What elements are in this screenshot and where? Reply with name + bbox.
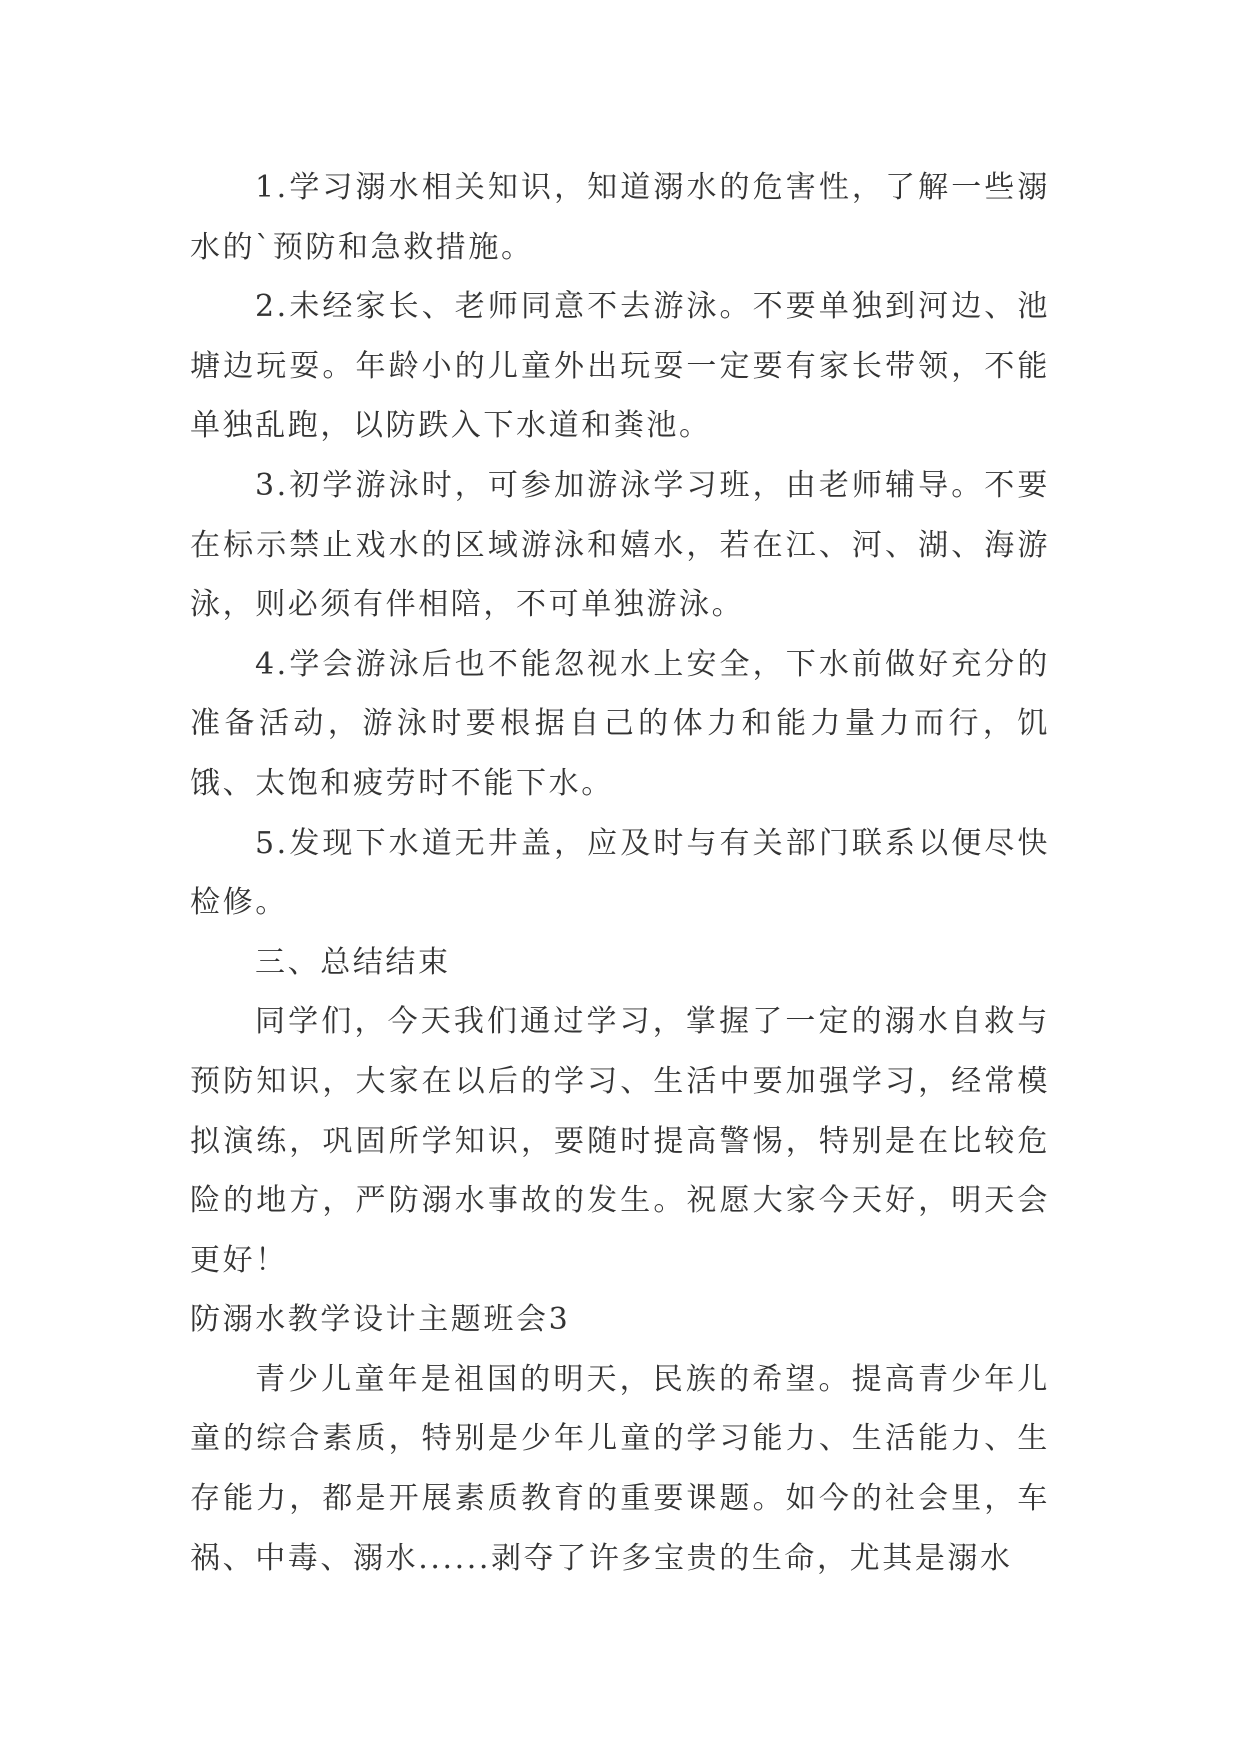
- paragraph-item-1: 1.学习溺水相关知识，知道溺水的危害性，了解一些溺水的`预防和急救措施。: [190, 170, 1050, 265]
- paragraph-intro: 青少儿童年是祖国的明天，民族的希望。提高青少年儿童的综合素质，特别是少年儿童的学习能力、生活能力、生存能力，都是开展素质教育的重要课题。如今的社会里，车祸、中毒、溺水......剥夺了许多宝贵的生命，尤其是溺水: [190, 1361, 1050, 1576]
- document-body: [190, 158, 1050, 1588]
- paragraph-summary: 同学们，今天我们通过学习，掌握了一定的溺水自救与预防知识，大家在以后的学习、生活中要加强学习，经常模拟演练，巩固所学知识，要随时提高警惕，特别是在比较危险的地方，严防溺水事故的发生。祝愿大家今天好，明天会更好！: [190, 1004, 1050, 1278]
- paragraph-item-3: 3.初学游泳时，可参加游泳学习班，由老师辅导。不要在标示禁止戏水的区域游泳和嬉水，若在江、河、湖、海游泳，则必须有伴相陪，不可单独游泳。: [190, 467, 1050, 623]
- section-heading-summary: 三、总结结束: [255, 944, 451, 980]
- paragraph-item-2: 2.未经家长、老师同意不去游泳。不要单独到河边、池塘边玩耍。年龄小的儿童外出玩耍一定要有家长带领，不能单独乱跑，以防跌入下水道和粪池。: [190, 289, 1050, 444]
- paragraph-item-5: 5.发现下水道无井盖，应及时与有关部门联系以便尽快检修。: [190, 825, 1050, 921]
- paragraph-item-4: 4.学会游泳后也不能忽视水上安全，下水前做好充分的准备活动，游泳时要根据自己的体力和能力量力而行，饥饿、太饱和疲劳时不能下水。: [190, 646, 1050, 801]
- section-title: 防溺水教学设计主题班会3: [190, 1302, 571, 1338]
